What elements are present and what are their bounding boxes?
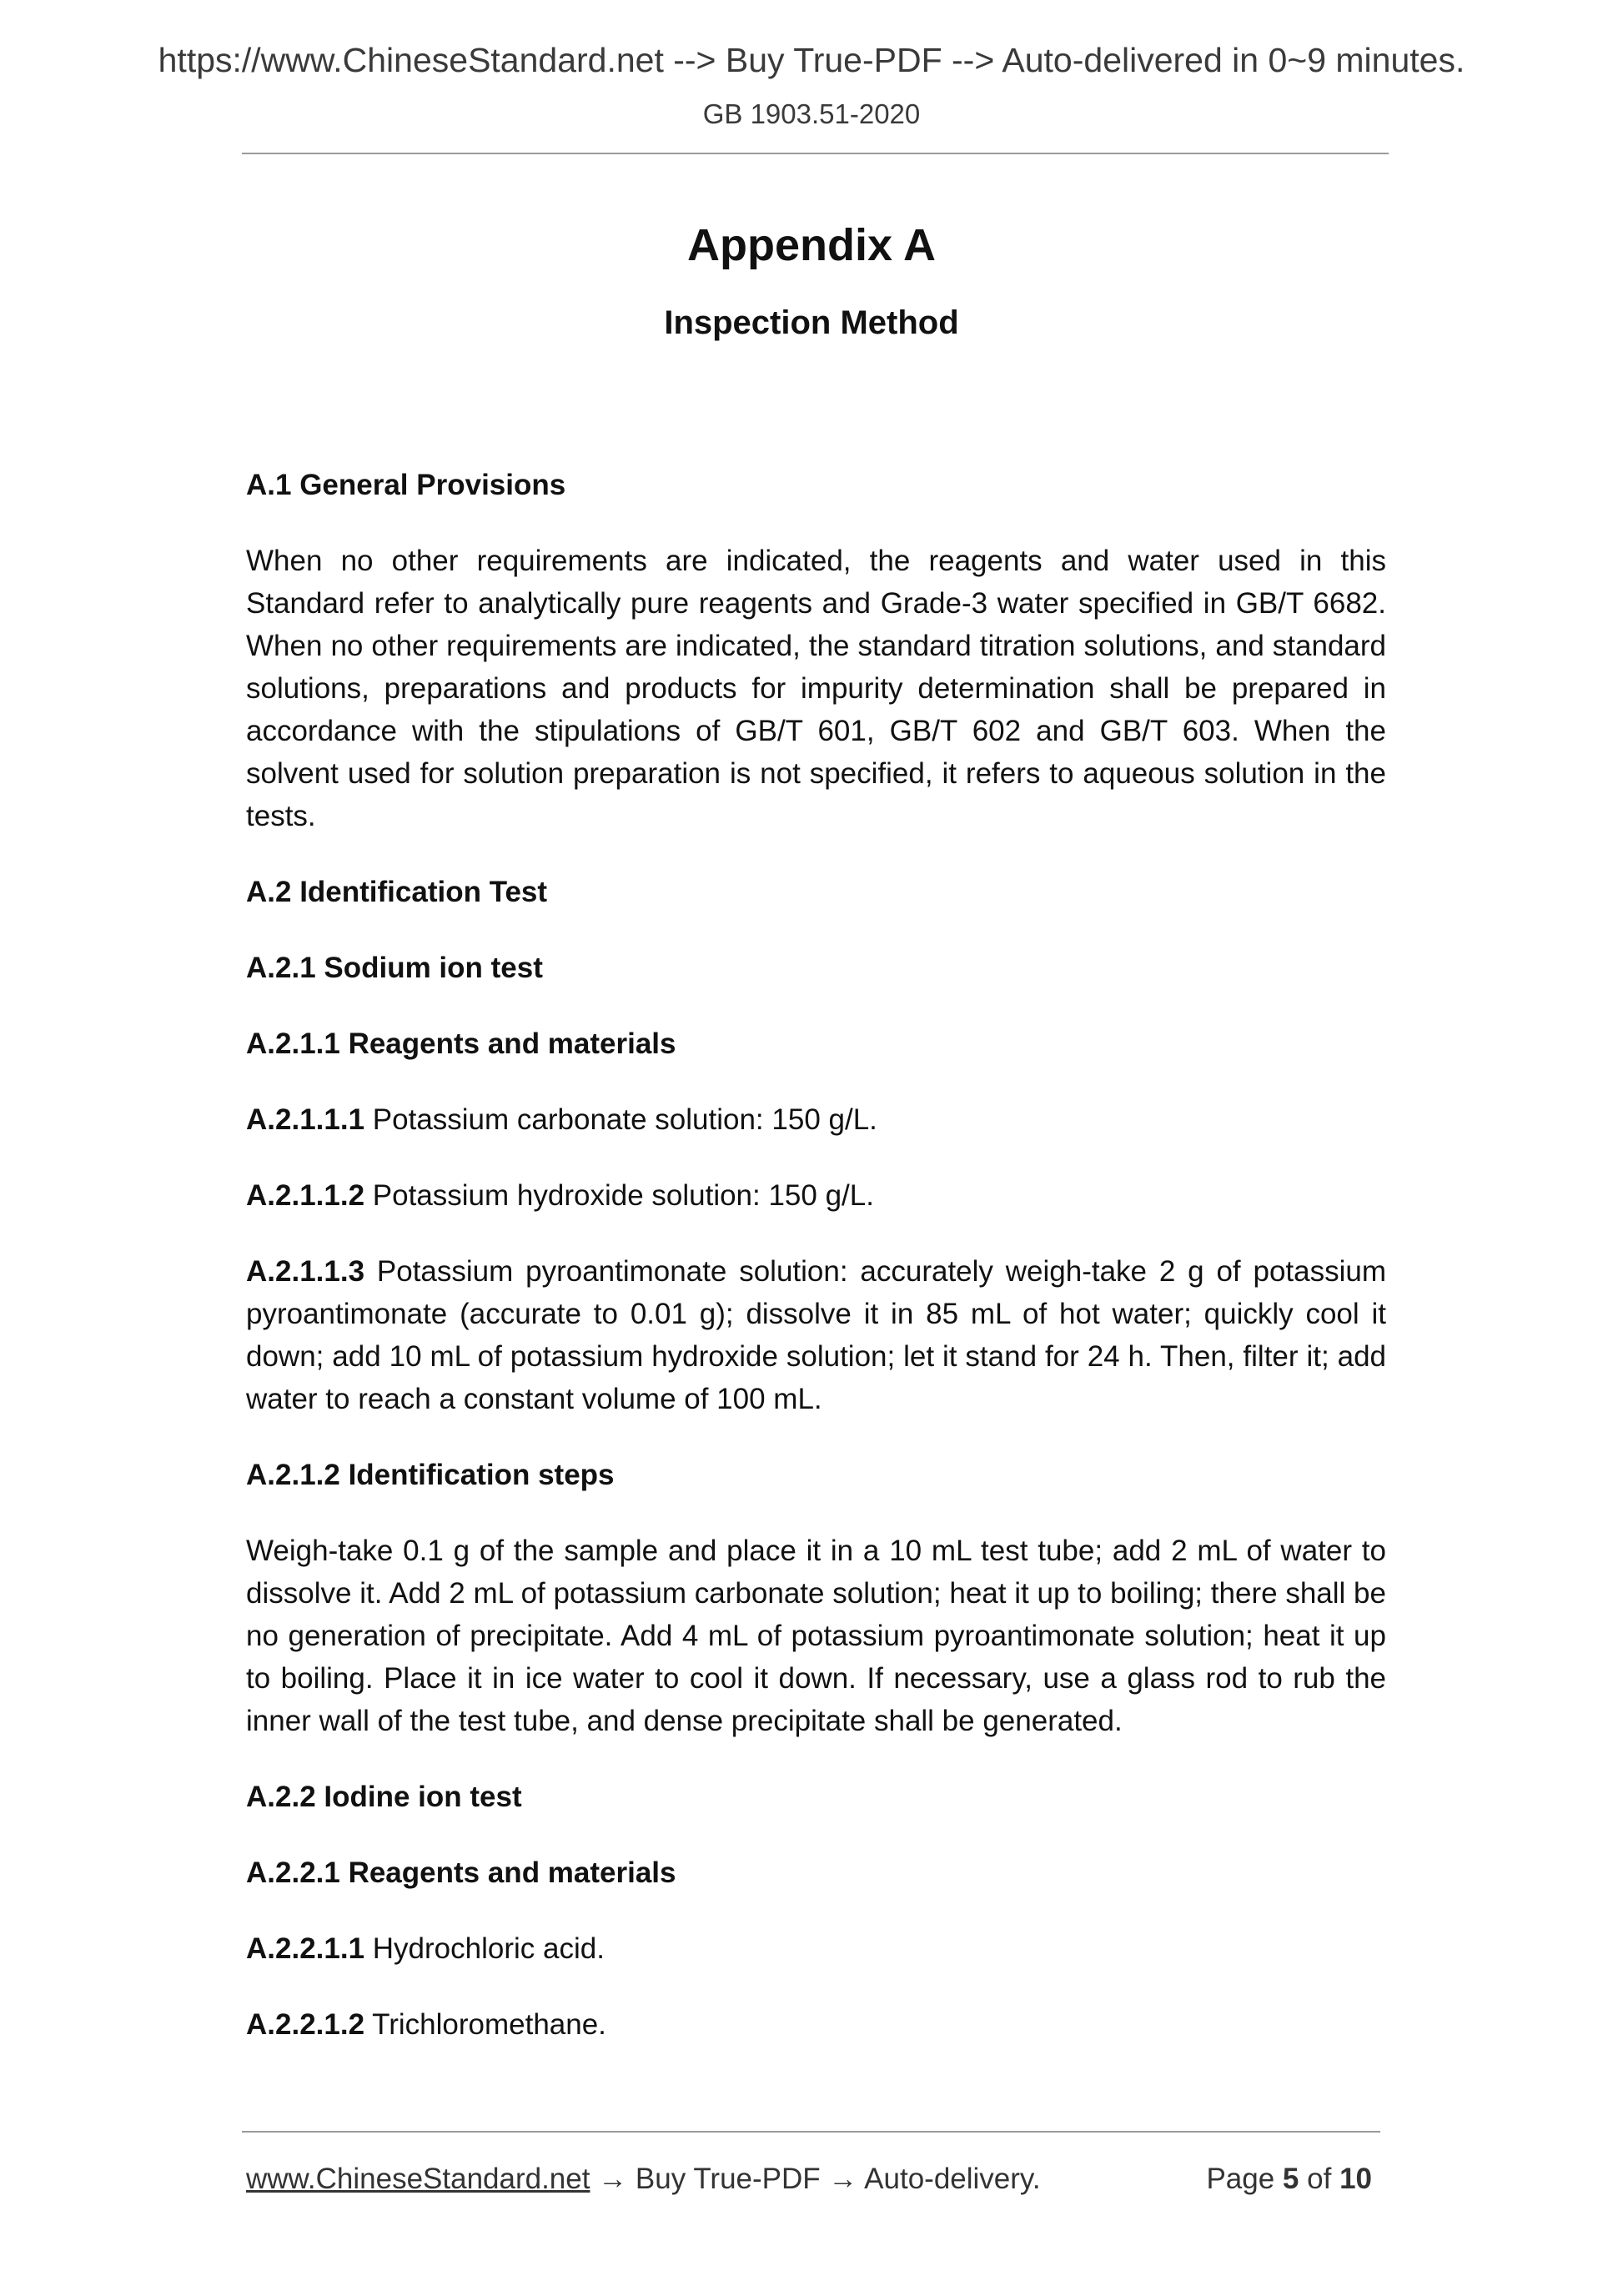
clause-text: Hydrochloric acid. [372,1932,605,1965]
page-indicator [1206,2160,1372,2198]
clause-number: A.2.1.1.2 [246,1179,365,1212]
page-footer [246,2160,1380,2198]
section-text-a1: When no other requirements are indicated, the reagents and water used in this Standard refer to analytically pure reagents and Grade-3 water specified in GB/T 6682. When no other requirements are indicated, the standard titration solutions, and standard solutions, preparations and products for impurity determination shall be prepared in accordance with the stipulations of GB/T 601, GB/T 602 and GB/T 603. When the solvent used for solution preparation is not specified, it refers to aqueous solution in the tests. [246,545,1386,832]
footer-tagline: → Buy True-PDF → Auto-delivery. [598,2163,1041,2195]
clause-text: Potassium pyroantimonate solution: accurately weigh-take 2 g of potassium pyroantimonate (accurate to 0.01 g); dissolve it in 85 mL of hot water; quickly cool it down; add 10 mL of potassium hydroxide solution; let it stand for 24 h. Then, filter it; add water to reach a constant volume of 100 mL. [246,1255,1386,1415]
clause-a2113 [246,1250,1386,1420]
section-heading-a2: A.2 Identification Test [246,876,548,908]
header-url-line: https://www.ChineseStandard.net --> Buy True-PDF --> Auto-delivered in 0~9 minutes. [158,41,1465,79]
appendix-title: Appendix A [686,220,936,270]
appendix-subtitle: Inspection Method [664,304,959,341]
clause-number: A.2.2.1.2 [246,2008,365,2041]
section-heading-a22: A.2.2 Iodine ion test [246,1781,522,1813]
clause-text: Trichloromethane. [372,2008,606,2041]
clause-number: A.2.1.1.1 [246,1103,365,1136]
clause-text: Potassium hydroxide solution: 150 g/L. [372,1179,874,1212]
clause-a2212 [246,2003,1386,2046]
page-label: Page [1206,2163,1275,2195]
section-heading-a21: A.2.1 Sodium ion test [246,952,543,984]
footer-divider [242,2131,1380,2133]
clause-a2211 [246,1927,1386,1970]
clause-a2112 [246,1174,1386,1217]
page-total: 10 [1339,2163,1372,2195]
section-heading-a221: A.2.2.1 Reagents and materials [246,1856,676,1889]
clause-number: A.2.2.1.1 [246,1932,365,1965]
clause-a2111 [246,1098,1386,1141]
section-text-a212: Weigh-take 0.1 g of the sample and place it in a 10 mL test tube; add 2 mL of water to dissolve it. Add 2 mL of potassium carbonate solution; heat it up to boiling; there shall be no generation of precipitate. Add 4 mL of potassium pyroantimonate solution; heat it up to boiling. Place it in ice water to cool it down. If necessary, use a glass rod to rub the inner wall of the test tube, and dense precipitate shall be generated. [246,1535,1386,1737]
page-of: of [1307,2163,1332,2195]
standard-code: GB 1903.51-2020 [702,98,921,129]
clause-number: A.2.1.1.3 [246,1255,365,1288]
page-current: 5 [1282,2163,1299,2195]
section-heading-a212: A.2.1.2 Identification steps [246,1459,615,1491]
footer-site-link[interactable]: www.ChineseStandard.net [246,2163,590,2195]
header-divider [242,153,1389,154]
clause-text: Potassium carbonate solution: 150 g/L. [372,1103,877,1136]
section-heading-a211: A.2.1.1 Reagents and materials [246,1027,676,1060]
document-body [246,464,1386,2079]
section-heading-a1: A.1 General Provisions [246,469,566,501]
